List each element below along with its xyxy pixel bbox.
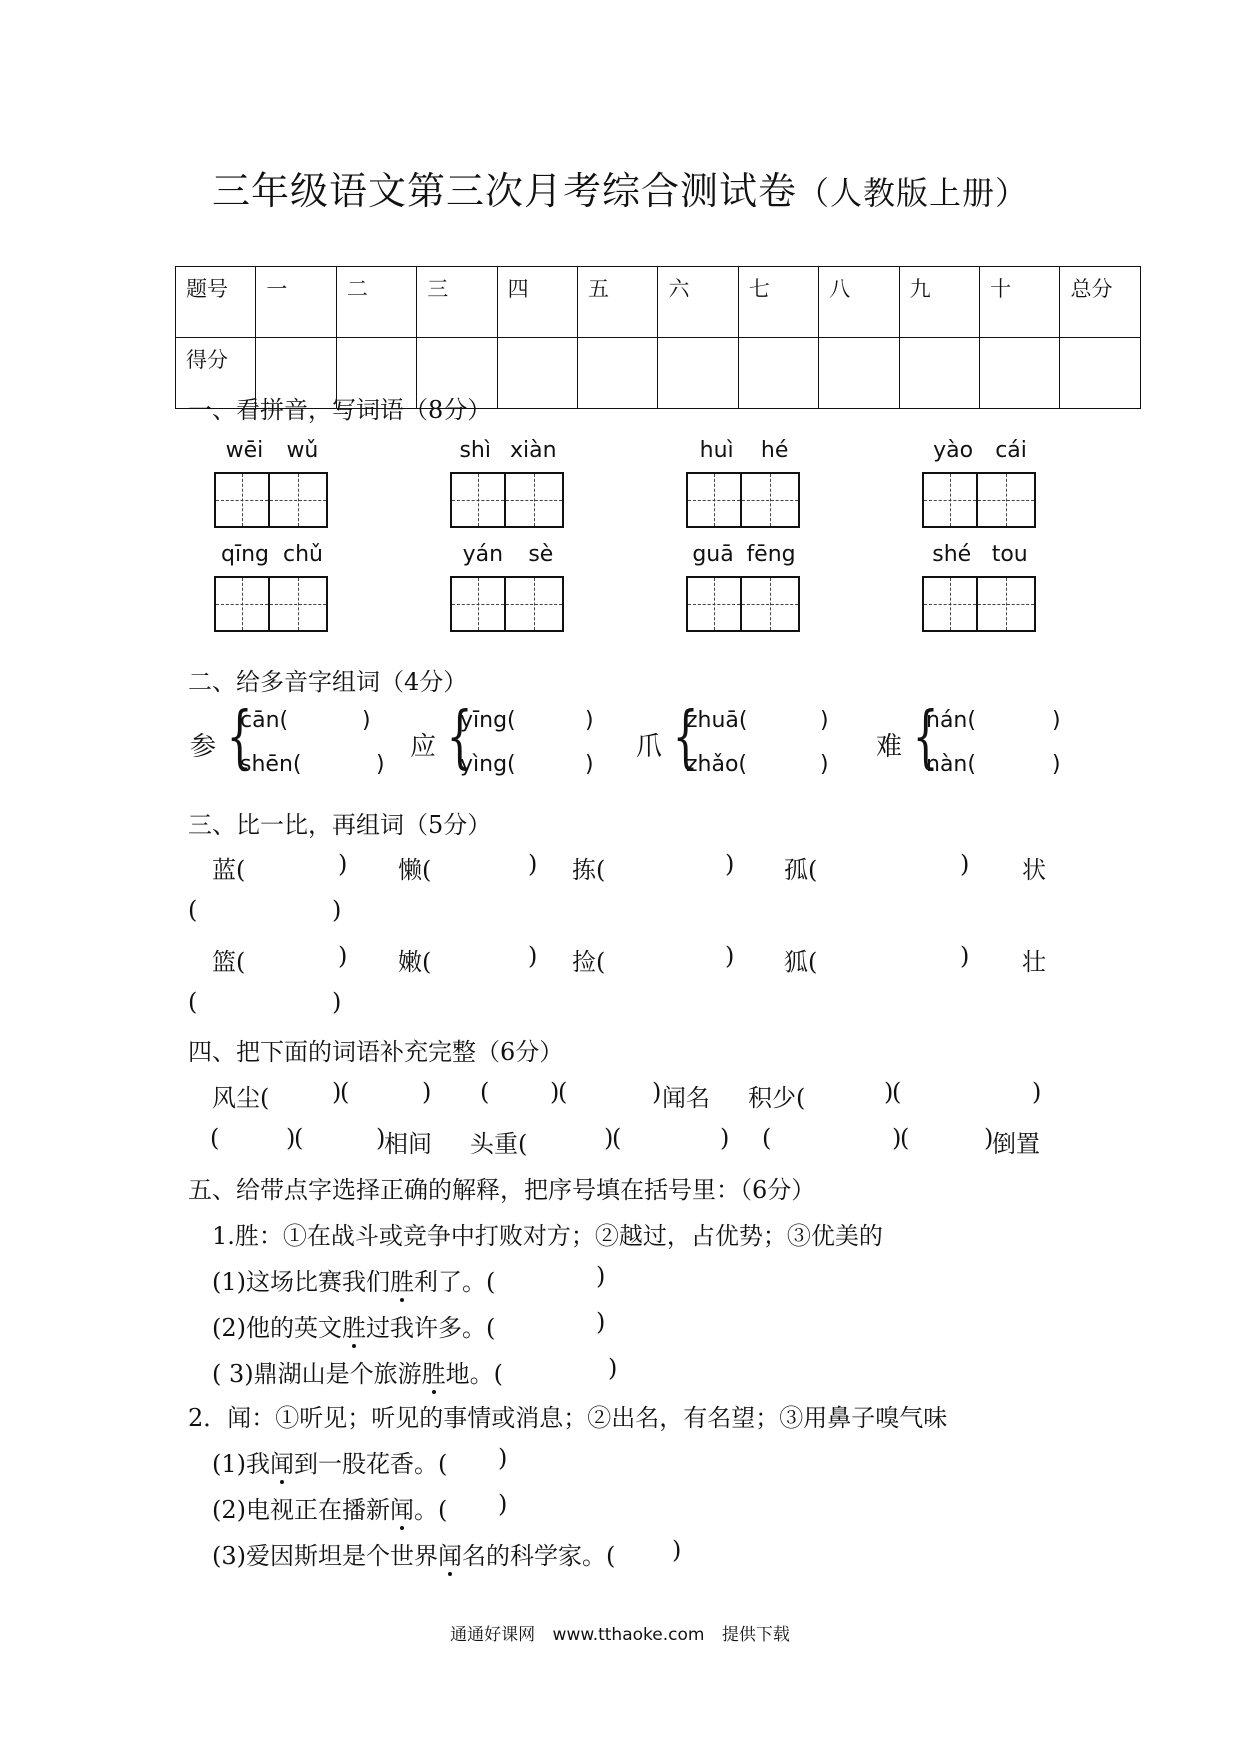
polyphone-char: 难	[876, 732, 903, 762]
dotted-char: 闻	[390, 1496, 414, 1524]
paren: (	[892, 1078, 902, 1106]
paren: )	[984, 1124, 994, 1152]
paren: )	[884, 1078, 894, 1106]
paren: )	[332, 1078, 342, 1106]
paren: )	[720, 1124, 730, 1152]
score-header-cell: 三	[417, 267, 497, 338]
score-header-cell: 一	[256, 267, 336, 338]
score-header-cell: 总分	[1060, 267, 1141, 338]
score-header-cell: 五	[578, 267, 658, 338]
polyphone-char: 参	[190, 732, 217, 762]
footer-url[interactable]: www.tthaoke.com	[552, 1625, 705, 1645]
pinyin: tou	[991, 542, 1028, 567]
open-paren: (	[188, 988, 198, 1016]
paren: (	[558, 1078, 568, 1106]
writing-cell[interactable]	[450, 576, 506, 632]
reading: cān(	[240, 708, 289, 733]
writing-cell[interactable]	[450, 472, 506, 528]
question-item	[212, 1354, 503, 1389]
writing-cell[interactable]	[270, 576, 328, 632]
pinyin: wēi	[225, 438, 264, 463]
close-paren: )	[725, 850, 735, 878]
definition-line: 2．闻：①听见；听见的事情或消息；②出名，有名望；③用鼻子嗅气味	[188, 1404, 948, 1432]
reading: zhuā(	[686, 708, 748, 733]
open-paren: (	[188, 896, 198, 924]
close-paren: )	[338, 942, 348, 970]
compare-char: 蓝(	[212, 856, 246, 884]
idiom-start: 积少(	[748, 1084, 806, 1112]
question-text: 。(	[414, 1496, 448, 1524]
pinyin: hé	[760, 438, 789, 463]
brace-icon: {	[446, 698, 473, 777]
paren: (	[762, 1124, 772, 1152]
page-footer	[0, 1620, 1240, 1645]
pinyin: shì	[459, 438, 491, 463]
question-text: (2)他的英文	[212, 1314, 342, 1342]
close-paren: )	[362, 708, 371, 733]
pinyin: qīng	[221, 542, 269, 567]
question-text: (2)电视正在播新	[212, 1496, 390, 1524]
question-text: 到一股花香。(	[294, 1450, 448, 1478]
brace-icon: {	[226, 698, 253, 777]
polyphone-item	[410, 698, 610, 778]
reading: yīng(	[460, 708, 516, 733]
pinyin: yào	[933, 438, 974, 463]
polyphone-item	[876, 698, 1076, 778]
close-paren: )	[725, 942, 735, 970]
pinyin: yán	[462, 542, 504, 567]
footer-note: 提供下载	[721, 1625, 790, 1645]
score-header-row	[176, 267, 1141, 338]
paren: )	[1032, 1078, 1042, 1106]
reading: zhǎo(	[686, 752, 748, 777]
writing-cell[interactable]	[922, 472, 978, 528]
pinyin: cái	[995, 438, 1027, 463]
compare-char: 状	[1022, 856, 1046, 884]
pinyin: huì	[699, 438, 734, 463]
score-cell[interactable]	[497, 338, 577, 409]
footer-site-name: 通通好课网	[450, 1625, 536, 1645]
paren: (	[480, 1078, 490, 1106]
paren: )	[604, 1124, 614, 1152]
close-paren: )	[608, 1354, 618, 1382]
score-row-label: 得分	[176, 338, 256, 409]
close-paren: )	[960, 942, 970, 970]
paren: )	[892, 1124, 902, 1152]
compare-char: 狐(	[784, 948, 818, 976]
question-item	[212, 1536, 615, 1571]
score-cell[interactable]	[819, 338, 899, 409]
dotted-char: 胜	[421, 1360, 446, 1388]
close-paren: )	[820, 708, 829, 733]
close-paren: )	[528, 850, 538, 878]
question-text: 名的科学家。(	[462, 1542, 616, 1570]
idiom-start: 头重(	[470, 1130, 528, 1158]
paren: (	[900, 1124, 910, 1152]
reading: shēn(	[240, 752, 302, 777]
compare-char: 篮(	[212, 948, 246, 976]
question-text: (3)爱因斯坦是个世界	[212, 1542, 438, 1570]
title-main: 三年级语文第三次月考综合测试卷	[211, 169, 797, 213]
pinyin: wǔ	[286, 438, 319, 463]
close-paren: )	[498, 1490, 508, 1518]
close-paren: )	[332, 988, 342, 1016]
score-header-cell: 七	[738, 267, 818, 338]
close-paren: )	[596, 1308, 606, 1336]
paren: )	[286, 1124, 296, 1152]
brace-icon: {	[912, 698, 939, 777]
close-paren: )	[1052, 708, 1061, 733]
paren: (	[612, 1124, 622, 1152]
score-table	[175, 266, 1141, 409]
paren: (	[294, 1124, 304, 1152]
writing-cell[interactable]	[506, 576, 564, 632]
dotted-char: 胜	[342, 1314, 366, 1342]
close-paren: )	[585, 752, 594, 777]
pinyin: sè	[528, 542, 554, 567]
polyphone-item	[636, 698, 836, 778]
close-paren: )	[498, 1444, 508, 1472]
pinyin: shé	[932, 542, 972, 567]
question-text: (1)我	[212, 1450, 270, 1478]
score-cell[interactable]	[658, 338, 738, 409]
brace-icon: {	[672, 698, 699, 777]
pinyin: guā	[692, 542, 734, 567]
paren: )	[652, 1078, 662, 1106]
writing-cell[interactable]	[686, 472, 742, 528]
idiom-start: 风尘(	[212, 1084, 270, 1112]
definition-line: 1.胜：①在战斗或竞争中打败对方；②越过，占优势；③优美的	[212, 1222, 883, 1250]
idiom-end: 倒置	[992, 1130, 1040, 1158]
writing-cell[interactable]	[506, 472, 564, 528]
compare-char: 捡(	[572, 948, 606, 976]
question-text: 地。(	[445, 1360, 503, 1388]
writing-cell[interactable]	[978, 472, 1036, 528]
polyphone-char: 爪	[636, 732, 663, 762]
score-header-cell: 八	[819, 267, 899, 338]
score-cell[interactable]	[1060, 338, 1141, 409]
compare-char: 嫩(	[398, 948, 432, 976]
title-sub: （人教版上册）	[797, 174, 1029, 212]
page-title	[0, 160, 1240, 215]
section-4-heading: 四、把下面的词语补充完整（6分）	[188, 1038, 564, 1066]
score-header-cell: 九	[899, 267, 979, 338]
dotted-char: 闻	[270, 1450, 294, 1478]
question-text: 过我许多。(	[366, 1314, 496, 1342]
pinyin: xiàn	[509, 438, 557, 463]
polyphone-char: 应	[410, 732, 437, 762]
compare-char: 壮	[1022, 948, 1046, 976]
question-item	[212, 1308, 495, 1343]
section-5-heading: 五、给带点字选择正确的解释，把序号填在括号里：（6分）	[188, 1176, 816, 1204]
idiom-end: 相间	[384, 1130, 432, 1158]
writing-cell[interactable]	[742, 472, 800, 528]
score-header-cell: 十	[980, 267, 1060, 338]
reading: nán(	[926, 708, 976, 733]
score-header-cell: 题号	[176, 267, 256, 338]
paren: )	[422, 1078, 432, 1106]
close-paren: )	[338, 850, 348, 878]
close-paren: )	[376, 752, 385, 777]
close-paren: )	[332, 896, 342, 924]
writing-cell[interactable]	[270, 472, 328, 528]
question-item	[212, 1444, 447, 1479]
score-cell[interactable]	[578, 338, 658, 409]
paren: (	[340, 1078, 350, 1106]
score-header-cell: 二	[336, 267, 416, 338]
compare-char: 拣(	[572, 856, 606, 884]
writing-cell[interactable]	[742, 576, 800, 632]
close-paren: )	[1052, 752, 1061, 777]
score-cell[interactable]	[899, 338, 979, 409]
question-item	[212, 1490, 447, 1525]
score-cell[interactable]	[738, 338, 818, 409]
pinyin: fēng	[746, 542, 796, 567]
writing-cell[interactable]	[978, 576, 1036, 632]
score-cell[interactable]	[980, 338, 1060, 409]
section-1-heading: 一、看拼音，写词语（8分）	[188, 396, 492, 424]
paren: )	[376, 1124, 386, 1152]
writing-cell[interactable]	[686, 576, 742, 632]
close-paren: )	[820, 752, 829, 777]
close-paren: )	[585, 708, 594, 733]
writing-cell[interactable]	[214, 576, 270, 632]
score-header-cell: 六	[658, 267, 738, 338]
dotted-char: 胜	[390, 1268, 414, 1296]
reading: nàn(	[926, 752, 976, 777]
paren: (	[210, 1124, 220, 1152]
writing-cell[interactable]	[922, 576, 978, 632]
reading: yìng(	[460, 752, 516, 777]
section-2-heading: 二、给多音字组词（4分）	[188, 668, 468, 696]
polyphone-item	[190, 698, 400, 778]
paren: )	[550, 1078, 560, 1106]
close-paren: )	[596, 1262, 606, 1290]
pinyin: chǔ	[283, 542, 323, 567]
close-paren: )	[672, 1536, 682, 1564]
dotted-char: 闻	[438, 1542, 462, 1570]
question-item	[212, 1262, 495, 1297]
close-paren: )	[960, 850, 970, 878]
score-header-cell: 四	[497, 267, 577, 338]
section-3-heading: 三、比一比，再组词（5分）	[188, 811, 492, 839]
writing-cell[interactable]	[214, 472, 270, 528]
idiom-end: 闻名	[662, 1084, 710, 1112]
compare-char: 懒(	[398, 856, 432, 884]
close-paren: )	[528, 942, 538, 970]
compare-char: 孤(	[784, 856, 818, 884]
question-text: 利了。(	[414, 1268, 496, 1296]
question-text: ( 3)鼎湖山是个旅游	[212, 1360, 422, 1388]
question-text: (1)这场比赛我们	[212, 1268, 390, 1296]
